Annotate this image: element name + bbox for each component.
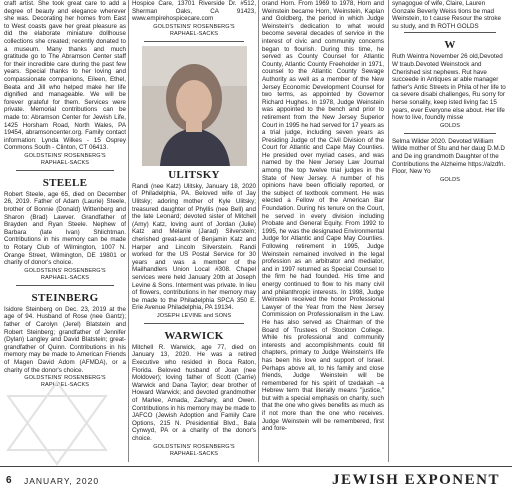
column-3 xyxy=(262,0,384,434)
signature-line: RAPHAEL-SACKS xyxy=(40,382,90,389)
page-number: 6 xyxy=(6,475,12,486)
obituary-continued-text-weinstein: orand Horn. From 1969 to 1978, Horn and Weinstein became Horn, Weinstein, Kaplan and Goldberg, the period in which Judge Weinstein's dedication to what would become several decades of service in the interest of civic and community concerns began to flourish. During this time, he served as County Counsel for Atlantic County, Atlantic County Freeholder in 1971, counsel to the Atlantic County Sewage Authority as well as a member of the New Jersey Economic Development Counsel for two terms, as appointed by Governor Richard Hughes. In 1978, Judge Weinstein was appointed to the bench and prior to retirement from the New Jersey Superior Court in 1995 he had served for 17 years as a trial judge, including seven years as Presiding Judge of the Civil Division of the Court for Atlantic and Cape May Counties. He presided over myriad cases, and was named by the New Jersey Law Journal among the top twelve trial judges in the State of New Jersey. A number of his opinions have been officially reported, or the subject of textbook comment. He was elected a Fellow of the American Bar Foundation. During his tenure on the Court, he served in every division including Probate and General Equity. From 1992 to 1995, he was the designated Environmental Judge for Atlantic and Cape May Counties. Following retirement in 1995, Judge Weinstein remained involved in the legal profession as an arbitrator and mediator, and in 1997 returned as Special Counsel to the firm he had founded. His time and energy continued to flow to his many civil and philanthropic interests. In 1998, Judge Weinstein received the honor Professional Lawyer of the Year from the New Jersey Commission on Professionalism in the Law. He has also served as Chairman of the Board of Trustees of Stockton College. While his professional and community interests and accomplishments could fill chapters, primary to Judge Weinstein's life has been his love and support of Israel. Perhaps above all, to his family and close friends, Judge Weinstein will be remembered for his spirit of tzedakah –a Hebrew term that literally means "justice," but with a special emphasis on charity, such that the one who gives benefits as much as if not more than the one who receives. Judge Weinstein will be remembered, first and fore- xyxy=(262,0,384,433)
divider xyxy=(16,285,114,286)
signature-line: RAPHAEL-SACKS xyxy=(40,274,90,281)
portrait-photo xyxy=(142,46,247,166)
funeral-home-signature xyxy=(132,444,256,458)
funeral-home-signature xyxy=(4,153,126,167)
publication-name: JEWISH EXPONENT xyxy=(332,472,500,488)
divider xyxy=(404,32,496,33)
signature-line: GOLDSTEINS' ROSENBERG'S xyxy=(24,267,106,274)
funeral-home-signature xyxy=(4,268,126,282)
funeral-home-signature xyxy=(392,177,508,184)
obituary-continued-text: craft artist. She took great care to add a degree of beauty and elegance wherever she was. Decorating her homes from East to West coasts gave her great pleasure as did the elaborate miniature dollhouse collections she created; recently donated to a museum. Many thanks and much gratitude go to The Abramson Center staff for their incredible care during the past few years. Special thanks to her loving and compassionate companions, Eileen, Ethel, Beata and Jill who helped make her life dignified and manageable. We will be forever grateful for them. Services were private. Memorial contributions can be made to: Abramson Center for Jewish Life, 1425 Horsham Road, North Wales, PA 19454, abramsoncenter.org. Family contact information: Lynda Wilkes - 15 Osprey Commons South - Clinton, CT 06413. xyxy=(4,0,126,152)
signature-line: GOLDSTEINS' ROSENBERG'S xyxy=(24,375,106,382)
signature-line: JOSEPH LEVINE and SONS xyxy=(156,312,232,319)
obituary-continued-text: Hospice Care, 13701 Riverside Dr. #512, Sherman Oaks, CA 91423, www.empirehospicecare.com xyxy=(132,0,256,23)
signature-line: GOLDSTEINS' ROSENBERG'S xyxy=(153,23,235,30)
obituary-name-warwick: WARWICK xyxy=(164,329,224,342)
signature-line: RAPHAEL-SACKS xyxy=(169,30,219,37)
signature-line: RAPHAEL-SACKS xyxy=(169,450,219,457)
signature-line: RAPHAEL-SACKS xyxy=(40,159,90,166)
signature-line: GOLDSTEINS' ROSENBERG'S xyxy=(153,443,235,450)
column-divider xyxy=(128,0,129,462)
obituary-name-steele: STEELE xyxy=(42,176,88,189)
obituary-continued-text: synagogue of wife, Claire, Lauren Gonzale Beverly Weiss tions be mad Weinstein, to t cause Resour the stroke su study, and th ROTH GOLDS xyxy=(392,0,501,30)
divider xyxy=(16,170,114,171)
signature-line: GOLDS xyxy=(439,122,461,129)
signature-line: GOLDSTEINS' ROSENBERG'S xyxy=(24,152,106,159)
issue-date: JANUARY, 2020 xyxy=(24,476,100,486)
funeral-home-signature xyxy=(132,24,256,38)
obituary-text-warwick: Mitchell R. Warwick, age 77, died on January 13, 2020. He was a retired Executive who resided in Boca Raton, Florida. Beloved husband of Joan (nee Moldover); loving father of Scott (Carrie) Warwick and Dana Taylor; dear brother of Howard Warwick; and devoted grandmother of Marlee, Amada, Zachary, and Owen. Contributions in his memory may be made to JAFCO (Jewish Adoption and Family Care Options, 215 N. Presidential Blvd., Bala Cynwyd, PA or a charity of the donor's choice. xyxy=(132,343,257,442)
signature-line: GOLDS xyxy=(439,176,461,183)
funeral-home-signature xyxy=(132,313,256,320)
divider xyxy=(404,133,496,134)
column-divider xyxy=(258,0,259,462)
column-4 xyxy=(392,0,508,455)
obituary-text-ulitsky: Randi (nee Katz) Ulitsky, January 18, 2020 of Philadelphia, PA. Beloved wife of Jay Ulitsky; adoring mother of Kyle Ulitsky; treasured daughter of Phyllis (nee Bell) and the late Leonard; devoted sister of Mitchell (Amy) Katz, loving aunt of Jordan (Julie) Katz and Melanie (Jarad) Silverstein; cherished great-aunt of Benjamin Katz and Harper and Lincoln Silverstein. Randi worked for the US Postal Service for 30 years and was a member of the Mailhandlers Union Local #308. Chapel services were held January 20th at Joseph Levine & Sons. Interment was private. In lieu of flowers, contributions in her memory may be made to the Philadelphia SPCA 350 E. Erie Avenue Philadelphia, PA 19134. xyxy=(132,182,256,312)
obituary-text-partial: Selma Wilder 2020. Devoted William Wilde mother of Stu and her daug D.M.D and De ing grandmoth Daughter of the Contributions the Alzheime https://alzdfn. Floor, New Yo xyxy=(392,137,506,176)
divider xyxy=(144,323,244,324)
column-2 xyxy=(132,0,256,461)
obituary-text-steinberg: Isidore Steinberg on Dec. 23, 2019 at the age of 94. Husband of Rose (nee Gantz); father of Carolyn (Jerel) Blatstein and Robert Steinberg; grandfather of Jennifer (Dylan) Langley and David Blatstein; great-grandfather of Quinn. Contributions in his memory may be made to American Friends of Magen David Adom (AFMDA), or a charity of the donor's choice. xyxy=(4,305,126,374)
obituary-name-ulitsky: ULITSKY xyxy=(168,168,220,181)
funeral-home-signature xyxy=(392,123,508,130)
star-of-david-graphic xyxy=(2,380,112,466)
column-divider xyxy=(388,0,389,462)
obituary-name-steinberg: STEINBERG xyxy=(31,291,99,304)
obituary-text-steele: Robert Steele, age 65, died on December 26, 2019. Father of Adam (Laurie) Steele, brother of Bonnie (Donald) Wittenberg and Sharon (Brad) Lawver. Grandfather of Brayden and Ryan Steele. Nephew of Barbara (late Ivan) Shlichtman. Contributions in his memory can be made to Rotary Club of Wilmington, 1007 N. Orange Street, Wilmington, DE 19801 or charity of donor's choice. xyxy=(4,190,126,267)
divider xyxy=(144,41,244,42)
column-1 xyxy=(4,0,126,392)
obituary-text-partial: Ruth Weintra November 26 old,Devoted W traub.Devoted Weinstock and Cherished sist nephews. Rut have succeede in Antiques ar able manager father's Antic Streets in Phila of her life to ca severe disabi challenges, Ru sorry for herse sonality, keep isted living fac 15 years, ever Everyone else about. Her life how to live, foundly misse xyxy=(392,53,506,122)
obituary-name-partial: W xyxy=(444,39,456,52)
